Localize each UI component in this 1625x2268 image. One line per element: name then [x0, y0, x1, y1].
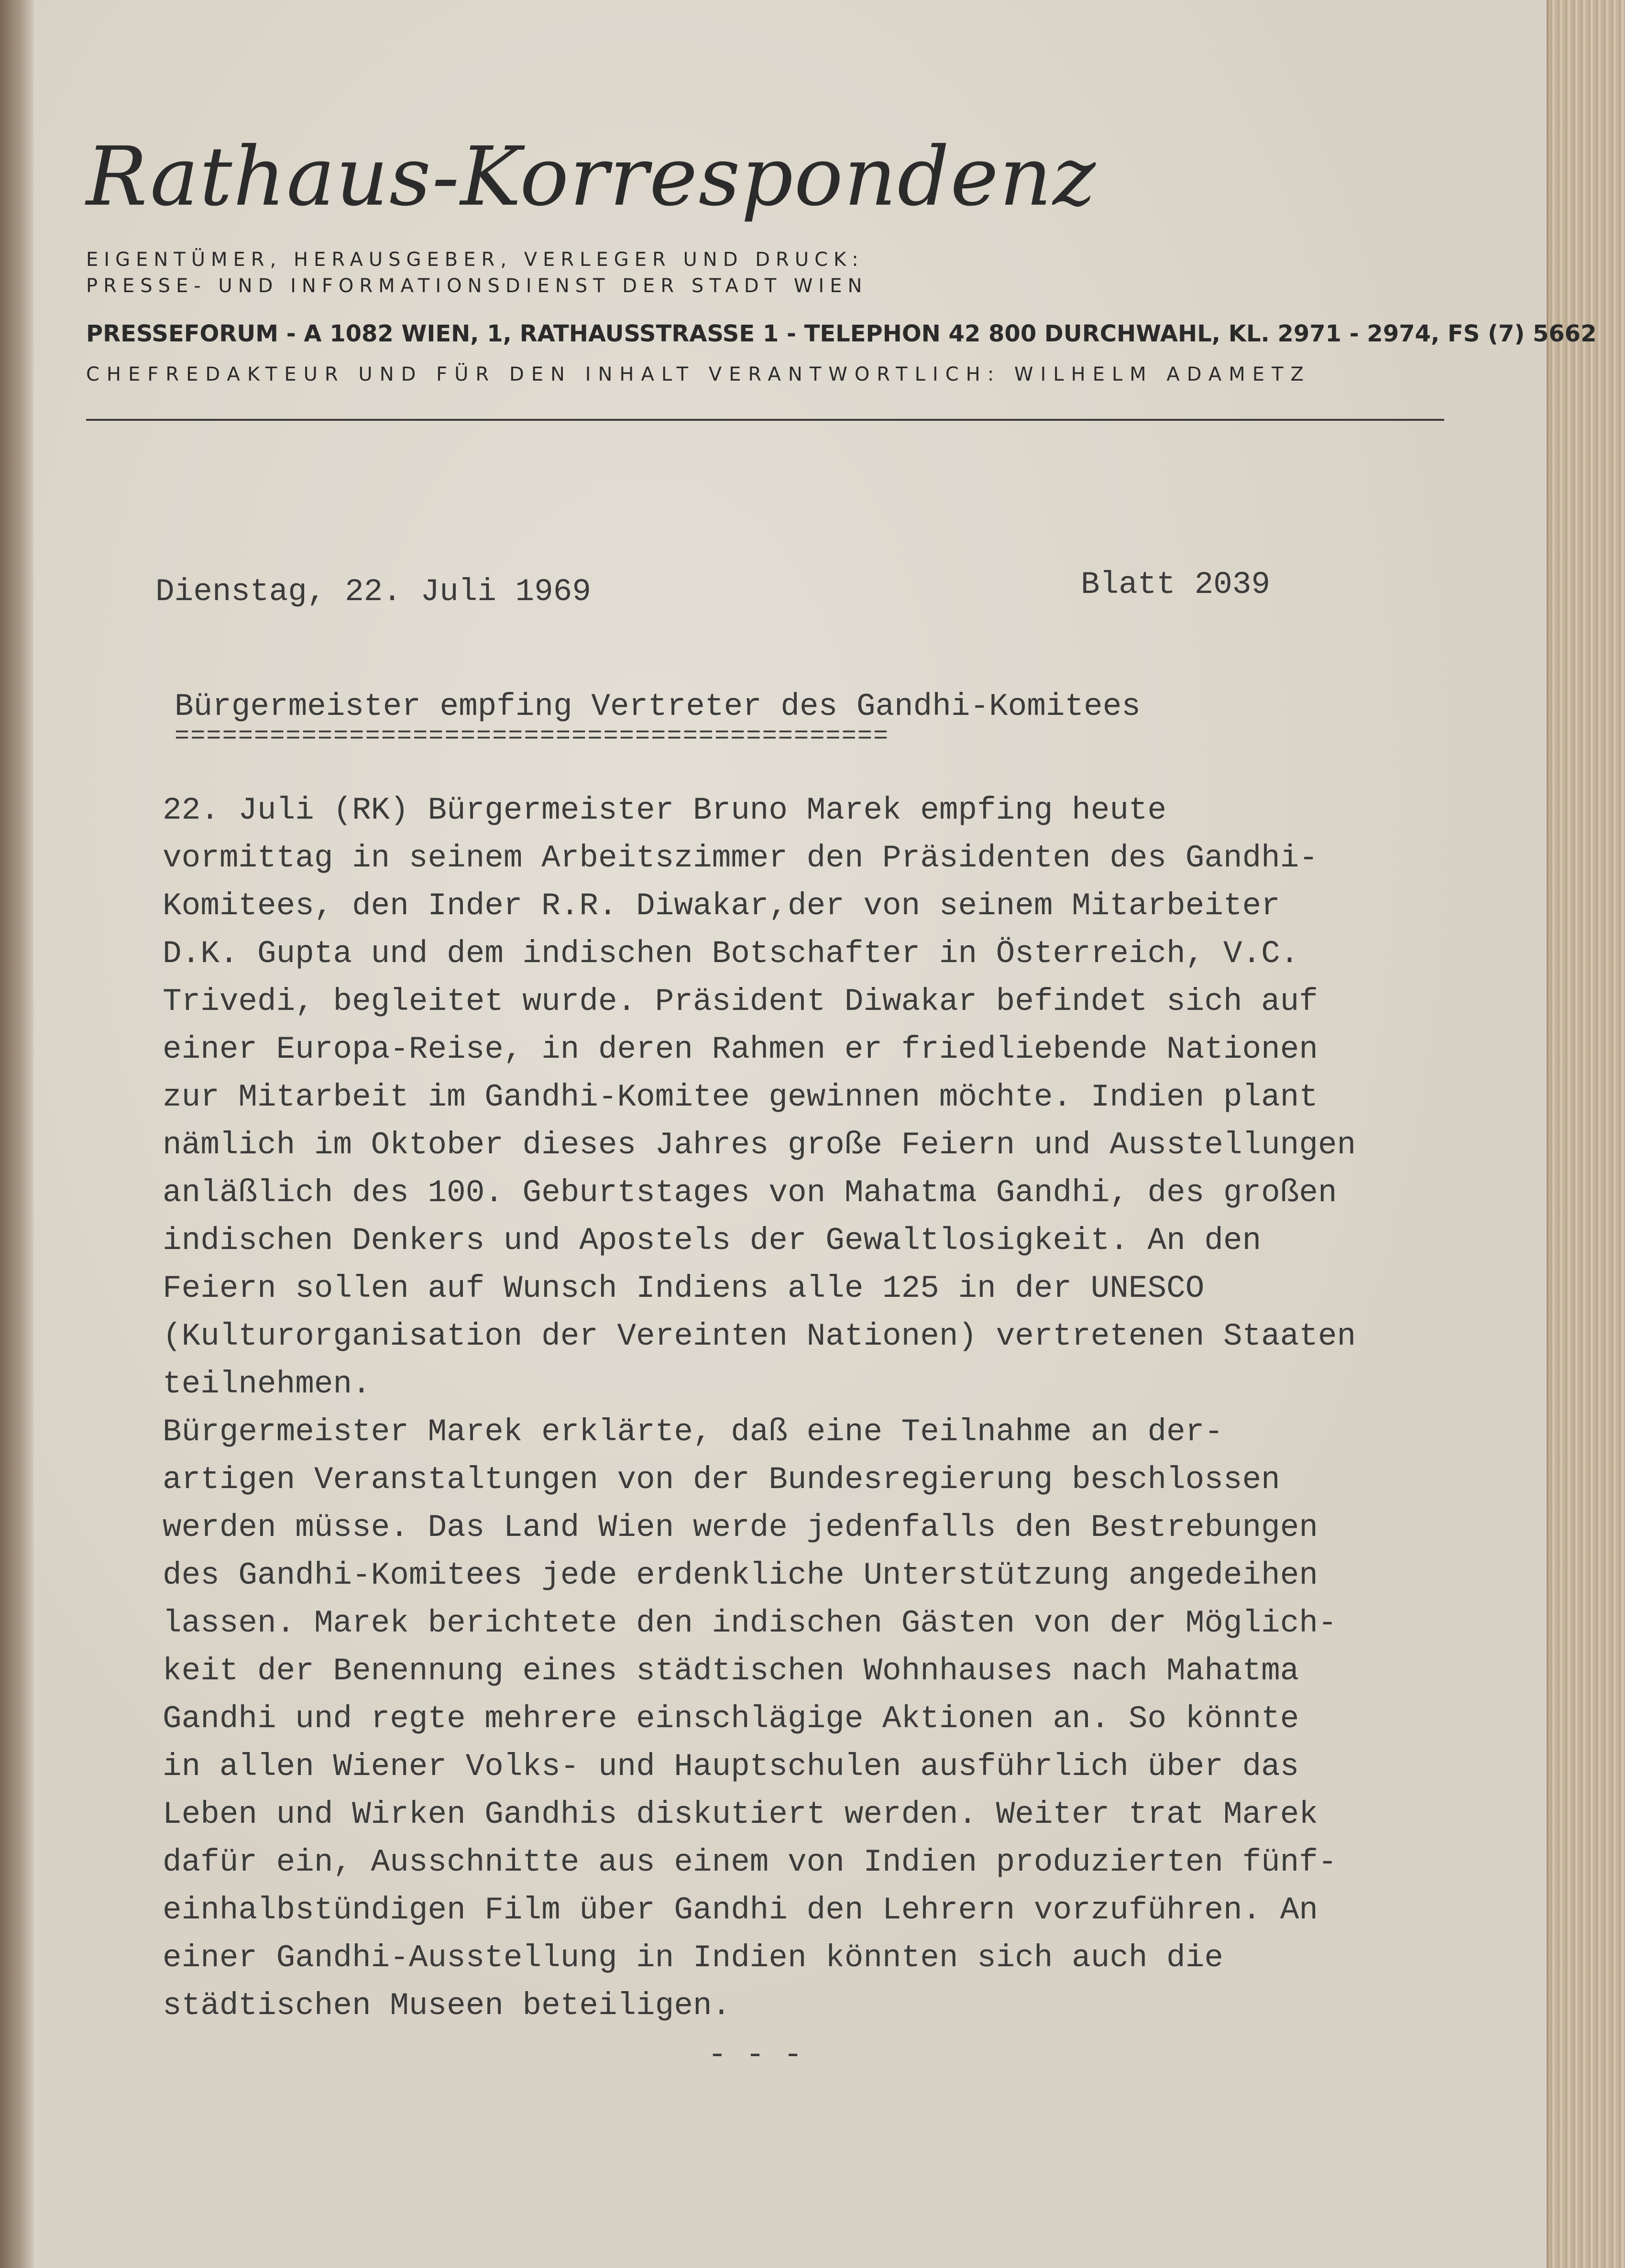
- body-line: einhalbstündigen Film über Gandhi den Lehrern vorzuführen. An: [163, 1892, 1318, 1928]
- article-headline: Bürgermeister empfing Vertreter des Gandhi-Komitees: [175, 689, 1141, 724]
- body-line: städtischen Museen beteiligen.: [163, 1988, 731, 2024]
- sheet-number: Blatt 2039: [1081, 567, 1271, 603]
- body-line: keit der Benennung eines städtischen Wohnhauses nach Mahatma: [163, 1653, 1299, 1689]
- body-line: Komitees, den Inder R.R. Diwakar,der von seinem Mitarbeiter: [163, 888, 1280, 924]
- binding-edge: [0, 0, 33, 2268]
- body-line: (Kulturorganisation der Vereinten Nationen) vertretenen Staaten: [163, 1318, 1356, 1354]
- body-line: nämlich im Oktober dieses Jahres große Feiern und Ausstellungen: [163, 1127, 1356, 1163]
- body-line: zur Mitarbeit im Gandhi-Komitee gewinnen möchte. Indien plant: [163, 1079, 1318, 1115]
- body-line: des Gandhi-Komitees jede erdenkliche Unterstützung angedeihen: [163, 1557, 1318, 1593]
- body-line: indischen Denkers und Apostels der Gewaltlosigkeit. An den: [163, 1223, 1262, 1259]
- body-line: Bürgermeister Marek erklärte, daß eine Teilnahme an der-: [163, 1414, 1223, 1450]
- body-line: Leben und Wirken Gandhis diskutiert werden. Weiter trat Marek: [163, 1797, 1318, 1832]
- body-line: dafür ein, Ausschnitte aus einem von Indien produzierten fünf-: [163, 1844, 1337, 1880]
- body-line: Trivedi, begleitet wurde. Präsident Diwakar befindet sich auf: [163, 984, 1318, 1019]
- body-line: Feiern sollen auf Wunsch Indiens alle 125 in der UNESCO: [163, 1271, 1205, 1306]
- masthead-title: Rathaus-Korrespondenz: [86, 130, 1097, 224]
- masthead-service-line: PRESSE- UND INFORMATIONSDIENST DER STADT WIEN: [86, 275, 868, 297]
- body-line: vormittag in seinem Arbeitszimmer den Präsidenten des Gandhi-: [163, 840, 1318, 876]
- body-line: Gandhi und regte mehrere einschlägige Aktionen an. So könnte: [163, 1701, 1299, 1737]
- body-line: werden müsse. Das Land Wien werde jedenfalls den Bestrebungen: [163, 1510, 1318, 1545]
- body-line: einer Gandhi-Ausstellung in Indien könnten sich auch die: [163, 1940, 1223, 1976]
- body-line: D.K. Gupta und dem indischen Botschafter in Österreich, V.C.: [163, 936, 1299, 972]
- body-line: in allen Wiener Volks- und Hauptschulen ausführlich über das: [163, 1749, 1299, 1785]
- date: Dienstag, 22. Juli 1969: [155, 574, 591, 610]
- body-line: einer Europa-Reise, in deren Rahmen er friedliebende Nationen: [163, 1031, 1318, 1067]
- body-line: anläßlich des 100. Geburtstages von Mahatma Gandhi, des großen: [163, 1175, 1337, 1211]
- body-line: artigen Veranstaltungen von der Bundesregierung beschlossen: [163, 1462, 1280, 1498]
- body-line: teilnehmen.: [163, 1366, 371, 1402]
- masthead-owner-line: EIGENTÜMER, HERAUSGEBER, VERLEGER UND DRUCK:: [86, 249, 864, 271]
- masthead-address-line: PRESSEFORUM - A 1082 WIEN, 1, RATHAUSSTRASSE 1 - TELEPHON 42 800 DURCHWAHL, KL. 2971 - 2974, FS (7) 5662: [86, 320, 1597, 347]
- masthead-rule: [86, 419, 1444, 421]
- masthead-editor-line: CHEFREDAKTEUR UND FÜR DEN INHALT VERANTWORTLICH: WILHELM ADAMETZ: [86, 363, 1311, 385]
- headline-underline: =============================================: [175, 722, 889, 750]
- end-mark: - - -: [708, 2037, 803, 2073]
- body-line: lassen. Marek berichtete den indischen Gästen von der Möglich-: [163, 1605, 1337, 1641]
- body-line: 22. Juli (RK) Bürgermeister Bruno Marek empfing heute: [163, 792, 1167, 828]
